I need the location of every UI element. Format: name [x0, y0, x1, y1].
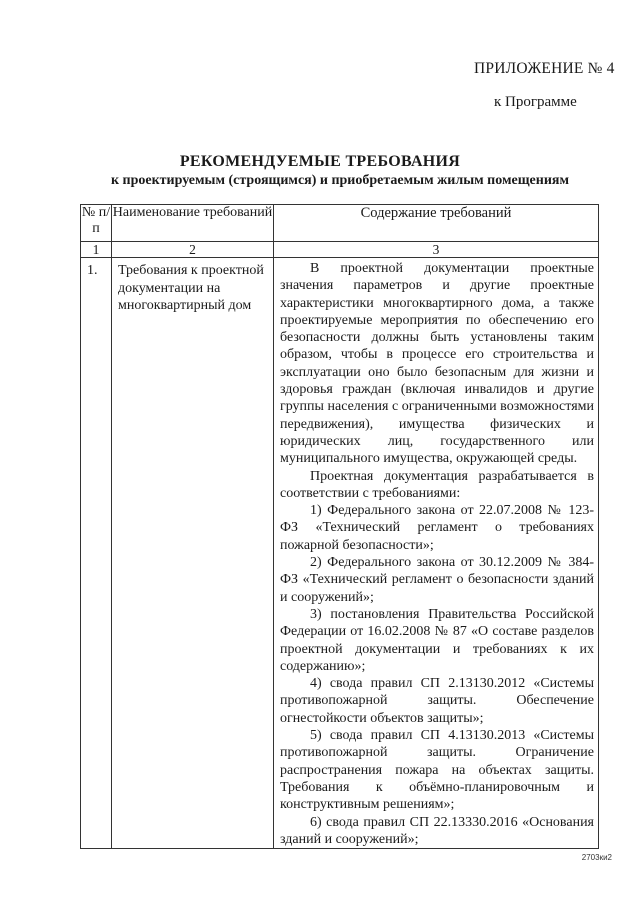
content-paragraph: 1) Федерального закона от 22.07.2008 № 123-ФЗ «Технический регламент о требованиях пожарной безопасности»;: [280, 503, 594, 553]
requirement-name: Требования к проектной документации на многоквартирный дом: [112, 258, 274, 849]
content-paragraph: 4) свода правил СП 2.13130.2012 «Системы противопожарной защиты. Обеспечение огнестойкости объектов защиты»;: [280, 676, 594, 726]
content-paragraph: В проектной документации проектные значения параметров и другие проектные характеристики многоквартирного дома, а также проектируемые мероприятия по обеспечению его безопасности должны быть установлены таким образом, чтобы в процессе его строительства и эксплуатации оно было безопасным для жизни и здоровья граждан (включая инвалидов и другие группы населения с ограниченными возможностями передвижения), имущества физических и юридических лиц, государственного или муниципального имущества, окружающей среды.: [280, 261, 594, 467]
document-title: РЕКОМЕНДУЕМЫЕ ТРЕБОВАНИЯ: [179, 153, 461, 170]
annex-title: ПРИЛОЖЕНИЕ № 4: [474, 60, 615, 77]
document-subtitle: к проектируемым (строящимся) и приобретаемым жилым помещениям: [110, 173, 570, 188]
column-numbers-row: [81, 242, 599, 258]
header-number: № п/п: [81, 205, 112, 242]
table-row: [81, 258, 599, 849]
content-paragraph: 3) постановления Правительства Российской Федерации от 16.02.2008 № 87 «О составе разделов проектной документации и требованиях к их содержанию»;: [280, 606, 594, 674]
column-number: 2: [112, 242, 274, 258]
table-header-row: [81, 205, 599, 242]
header-name: Наименование требований: [112, 205, 274, 242]
content-paragraph: 2) Федерального закона от 30.12.2009 № 384-ФЗ «Технический регламент о безопасности зданий и сооружений»;: [280, 555, 594, 605]
content-paragraph: 6) свода правил СП 22.13330.2016 «Основания зданий и сооружений»;: [280, 814, 594, 847]
column-number: 3: [274, 242, 599, 258]
requirements-table: [80, 204, 599, 849]
header-content: Содержание требований: [274, 205, 599, 242]
content-paragraph: 5) свода правил СП 4.13130.2013 «Системы противопожарной защиты. Ограничение распространения пожара на объектах защиты. Требования к объёмно-планировочным и конструктивным решениям»;: [280, 728, 594, 813]
row-number: 1.: [81, 258, 112, 849]
column-number: 1: [81, 242, 112, 258]
annex-reference: к Программе: [494, 94, 577, 110]
content-paragraph: Проектная документация разрабатывается в соответствии с требованиями:: [280, 468, 594, 501]
document-code: 2703ки2: [581, 853, 612, 862]
requirement-content: [274, 258, 599, 849]
